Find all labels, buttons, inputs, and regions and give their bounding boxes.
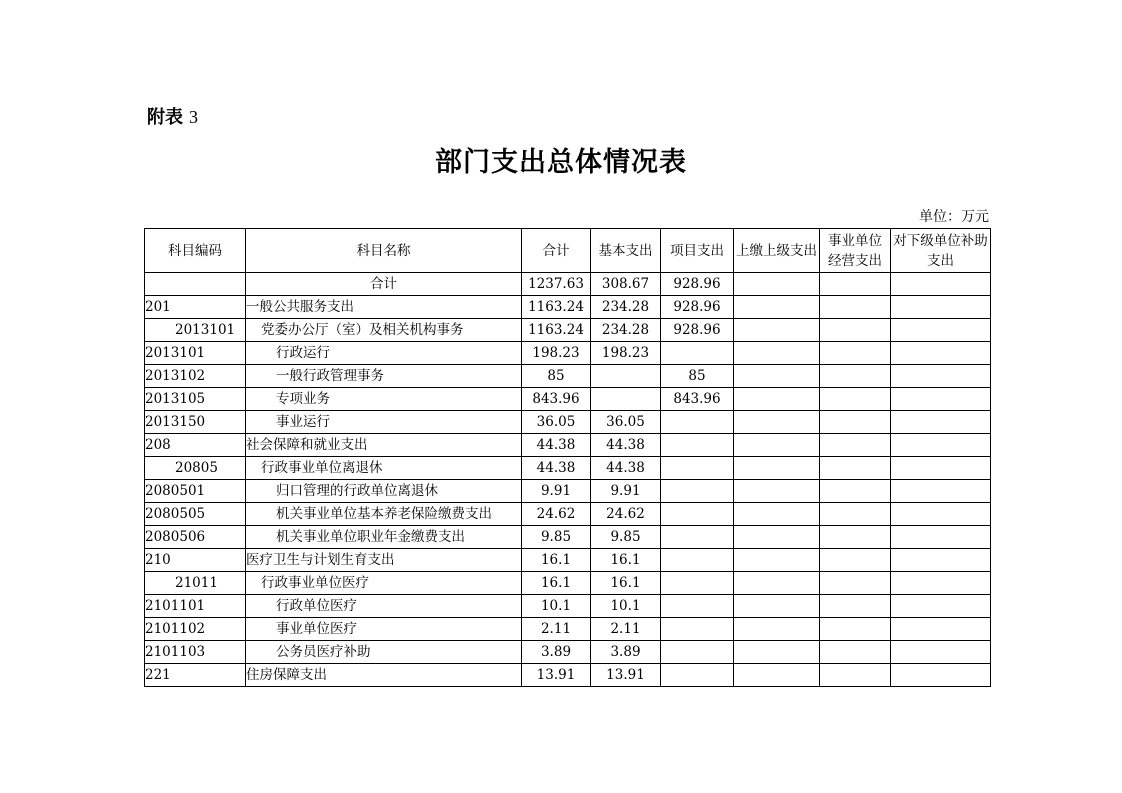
business-operation-amount-cell	[820, 641, 891, 664]
total-amount-cell: 85	[522, 365, 591, 388]
annex-text: 附表	[147, 107, 183, 128]
total-amount-cell: 1163.24	[522, 319, 591, 342]
subject-name-cell: 行政单位医疗	[246, 595, 522, 618]
subject-code-cell: 2101103	[145, 641, 246, 664]
subject-name-cell: 一般行政管理事务	[246, 365, 522, 388]
annex-label	[147, 105, 198, 130]
total-amount-cell: 36.05	[522, 411, 591, 434]
basic-amount-cell: 44.38	[591, 457, 661, 480]
upper-remit-amount-cell	[734, 342, 820, 365]
subject-code-cell: 2080501	[145, 480, 246, 503]
table-row	[145, 434, 991, 457]
subject-name-cell: 一般公共服务支出	[246, 296, 522, 319]
total-amount-cell: 13.91	[522, 664, 591, 687]
column-header-business-operation: 事业单位经营支出	[820, 229, 891, 273]
subsidy-amount-cell	[891, 664, 991, 687]
table-row	[145, 342, 991, 365]
table-row	[145, 549, 991, 572]
subject-name-cell: 机关事业单位职业年金缴费支出	[246, 526, 522, 549]
upper-remit-amount-cell	[734, 319, 820, 342]
subject-code-cell: 2080506	[145, 526, 246, 549]
basic-amount-cell	[591, 388, 661, 411]
business-operation-amount-cell	[820, 342, 891, 365]
total-amount-cell: 3.89	[522, 641, 591, 664]
subject-code-cell: 2101102	[145, 618, 246, 641]
project-amount-cell	[661, 641, 734, 664]
subject-code-cell: 208	[145, 434, 246, 457]
total-amount-cell: 24.62	[522, 503, 591, 526]
column-header-name: 科目名称	[246, 229, 522, 273]
subject-name-cell: 公务员医疗补助	[246, 641, 522, 664]
column-header-subsidy: 对下级单位补助支出	[891, 229, 991, 273]
subsidy-amount-cell	[891, 572, 991, 595]
table-row	[145, 595, 991, 618]
table-row	[145, 365, 991, 388]
project-amount-cell	[661, 434, 734, 457]
subsidy-amount-cell	[891, 411, 991, 434]
subsidy-amount-cell	[891, 595, 991, 618]
subsidy-amount-cell	[891, 434, 991, 457]
subject-name-cell: 归口管理的行政单位离退休	[246, 480, 522, 503]
subject-name-cell: 事业单位医疗	[246, 618, 522, 641]
project-amount-cell: 928.96	[661, 319, 734, 342]
subject-code-cell: 210	[145, 549, 246, 572]
table-row	[145, 526, 991, 549]
business-operation-amount-cell	[820, 572, 891, 595]
upper-remit-amount-cell	[734, 388, 820, 411]
basic-amount-cell: 9.91	[591, 480, 661, 503]
total-amount-cell: 44.38	[522, 457, 591, 480]
upper-remit-amount-cell	[734, 595, 820, 618]
subsidy-amount-cell	[891, 549, 991, 572]
page-title: 部门支出总体情况表	[435, 147, 687, 178]
project-amount-cell	[661, 595, 734, 618]
basic-amount-cell: 36.05	[591, 411, 661, 434]
basic-amount-cell: 308.67	[591, 273, 661, 296]
project-amount-cell	[661, 526, 734, 549]
basic-amount-cell: 3.89	[591, 641, 661, 664]
business-operation-amount-cell	[820, 434, 891, 457]
basic-amount-cell: 234.28	[591, 296, 661, 319]
basic-amount-cell: 16.1	[591, 572, 661, 595]
column-header-project: 项目支出	[661, 229, 734, 273]
upper-remit-amount-cell	[734, 434, 820, 457]
table-row	[145, 618, 991, 641]
subsidy-amount-cell	[891, 618, 991, 641]
subsidy-amount-cell	[891, 480, 991, 503]
business-operation-amount-cell	[820, 664, 891, 687]
project-amount-cell	[661, 664, 734, 687]
business-operation-amount-cell	[820, 549, 891, 572]
business-operation-amount-cell	[820, 388, 891, 411]
table-row	[145, 457, 991, 480]
column-header-upper-remit: 上缴上级支出	[734, 229, 820, 273]
table-row	[145, 641, 991, 664]
total-amount-cell: 16.1	[522, 549, 591, 572]
basic-amount-cell: 2.11	[591, 618, 661, 641]
upper-remit-amount-cell	[734, 480, 820, 503]
project-amount-cell: 85	[661, 365, 734, 388]
subject-name-cell: 专项业务	[246, 388, 522, 411]
total-amount-cell: 10.1	[522, 595, 591, 618]
subsidy-amount-cell	[891, 457, 991, 480]
basic-amount-cell: 9.85	[591, 526, 661, 549]
table-row	[145, 480, 991, 503]
table-row	[145, 273, 991, 296]
subject-name-cell: 行政事业单位离退休	[246, 457, 522, 480]
subject-code-cell: 2013105	[145, 388, 246, 411]
expenditure-table	[144, 228, 991, 687]
subsidy-amount-cell	[891, 365, 991, 388]
subsidy-amount-cell	[891, 388, 991, 411]
table-row	[145, 319, 991, 342]
table-header-row	[145, 229, 991, 273]
subject-code-cell: 201	[145, 296, 246, 319]
business-operation-amount-cell	[820, 480, 891, 503]
subject-code-cell: 2013102	[145, 365, 246, 388]
upper-remit-amount-cell	[734, 526, 820, 549]
subsidy-amount-cell	[891, 319, 991, 342]
project-amount-cell	[661, 549, 734, 572]
upper-remit-amount-cell	[734, 273, 820, 296]
project-amount-cell: 928.96	[661, 296, 734, 319]
subject-name-cell: 党委办公厅（室）及相关机构事务	[246, 319, 522, 342]
upper-remit-amount-cell	[734, 457, 820, 480]
table-row	[145, 388, 991, 411]
unit-label: 单位：万元	[919, 209, 989, 225]
subject-name-cell: 社会保障和就业支出	[246, 434, 522, 457]
business-operation-amount-cell	[820, 296, 891, 319]
subject-code-cell: 2101101	[145, 595, 246, 618]
subject-name-cell: 合计	[246, 273, 522, 296]
subject-name-cell: 行政运行	[246, 342, 522, 365]
column-header-total: 合计	[522, 229, 591, 273]
upper-remit-amount-cell	[734, 664, 820, 687]
table-row	[145, 503, 991, 526]
total-amount-cell: 198.23	[522, 342, 591, 365]
business-operation-amount-cell	[820, 411, 891, 434]
basic-amount-cell: 10.1	[591, 595, 661, 618]
subsidy-amount-cell	[891, 342, 991, 365]
business-operation-amount-cell	[820, 319, 891, 342]
subject-name-cell: 事业运行	[246, 411, 522, 434]
basic-amount-cell: 13.91	[591, 664, 661, 687]
total-amount-cell: 843.96	[522, 388, 591, 411]
upper-remit-amount-cell	[734, 618, 820, 641]
subsidy-amount-cell	[891, 273, 991, 296]
subject-code-cell: 20805	[145, 457, 246, 480]
subsidy-amount-cell	[891, 641, 991, 664]
subject-code-cell: 221	[145, 664, 246, 687]
total-amount-cell: 9.85	[522, 526, 591, 549]
basic-amount-cell: 16.1	[591, 549, 661, 572]
basic-amount-cell: 234.28	[591, 319, 661, 342]
basic-amount-cell: 24.62	[591, 503, 661, 526]
subject-name-cell: 机关事业单位基本养老保险缴费支出	[246, 503, 522, 526]
annex-number: 3	[189, 107, 198, 127]
upper-remit-amount-cell	[734, 572, 820, 595]
total-amount-cell: 2.11	[522, 618, 591, 641]
upper-remit-amount-cell	[734, 641, 820, 664]
subject-code-cell: 2080505	[145, 503, 246, 526]
project-amount-cell	[661, 342, 734, 365]
total-amount-cell: 9.91	[522, 480, 591, 503]
table-row	[145, 664, 991, 687]
subject-code-cell	[145, 273, 246, 296]
subject-code-cell: 2013150	[145, 411, 246, 434]
upper-remit-amount-cell	[734, 549, 820, 572]
column-header-code: 科目编码	[145, 229, 246, 273]
total-amount-cell: 1163.24	[522, 296, 591, 319]
project-amount-cell	[661, 457, 734, 480]
subsidy-amount-cell	[891, 296, 991, 319]
subsidy-amount-cell	[891, 526, 991, 549]
total-amount-cell: 44.38	[522, 434, 591, 457]
total-amount-cell: 1237.63	[522, 273, 591, 296]
upper-remit-amount-cell	[734, 296, 820, 319]
project-amount-cell	[661, 480, 734, 503]
business-operation-amount-cell	[820, 365, 891, 388]
subject-code-cell: 2013101	[145, 319, 246, 342]
subject-code-cell: 2013101	[145, 342, 246, 365]
table-row	[145, 572, 991, 595]
subject-name-cell: 医疗卫生与计划生育支出	[246, 549, 522, 572]
project-amount-cell: 928.96	[661, 273, 734, 296]
business-operation-amount-cell	[820, 273, 891, 296]
project-amount-cell	[661, 411, 734, 434]
upper-remit-amount-cell	[734, 503, 820, 526]
table-body	[145, 273, 991, 687]
column-header-basic: 基本支出	[591, 229, 661, 273]
basic-amount-cell: 44.38	[591, 434, 661, 457]
table-row	[145, 411, 991, 434]
business-operation-amount-cell	[820, 618, 891, 641]
basic-amount-cell: 198.23	[591, 342, 661, 365]
subsidy-amount-cell	[891, 503, 991, 526]
business-operation-amount-cell	[820, 526, 891, 549]
table-row	[145, 296, 991, 319]
subject-code-cell: 21011	[145, 572, 246, 595]
subject-name-cell: 住房保障支出	[246, 664, 522, 687]
basic-amount-cell	[591, 365, 661, 388]
total-amount-cell: 16.1	[522, 572, 591, 595]
subject-name-cell: 行政事业单位医疗	[246, 572, 522, 595]
business-operation-amount-cell	[820, 457, 891, 480]
project-amount-cell	[661, 572, 734, 595]
upper-remit-amount-cell	[734, 411, 820, 434]
project-amount-cell	[661, 503, 734, 526]
project-amount-cell	[661, 618, 734, 641]
upper-remit-amount-cell	[734, 365, 820, 388]
business-operation-amount-cell	[820, 503, 891, 526]
project-amount-cell: 843.96	[661, 388, 734, 411]
business-operation-amount-cell	[820, 595, 891, 618]
